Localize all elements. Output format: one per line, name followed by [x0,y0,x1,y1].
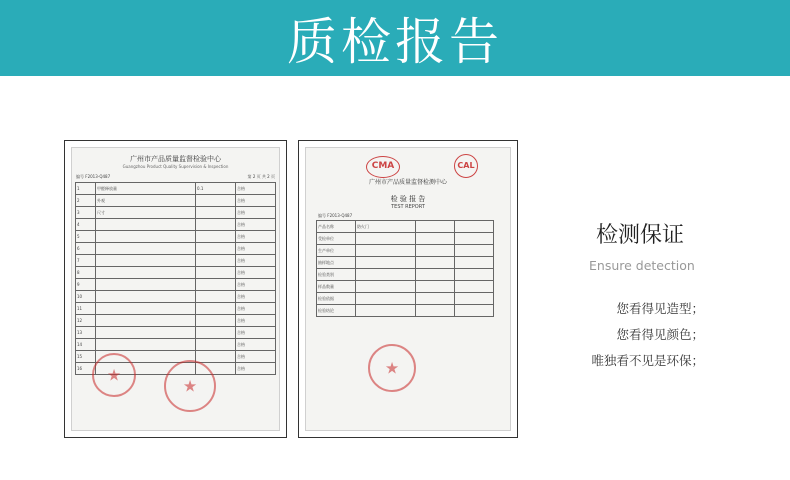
report-org: 广州市产品质量监督检验中心 [130,155,221,163]
table-cell [96,303,196,315]
table-cell: 检验结论 [317,305,356,317]
table-cell [96,243,196,255]
inspection-report-image-2 [298,140,518,438]
header-banner [0,0,790,76]
table-row [76,219,276,231]
section-subtitle: Ensure detection [589,258,695,273]
table-cell [96,279,196,291]
table-cell: 4 [76,219,96,231]
table-cell: 1 [76,183,96,195]
table-cell: 合格 [236,291,276,303]
table-cell: 尺寸 [96,207,196,219]
table-cell [196,339,236,351]
report-paper [71,147,280,431]
table-cell [96,255,196,267]
cma-logo: CMA [366,156,400,178]
table-cell [416,233,455,245]
table-cell: 样品数量 [317,281,356,293]
table-cell: 10 [76,291,96,303]
table-cell: 防火门 [355,221,415,233]
table-row [76,195,276,207]
table-cell [416,245,455,257]
table-cell [355,293,415,305]
table-row [76,231,276,243]
table-cell: 甲醛释放量 [96,183,196,195]
table-cell [455,293,494,305]
table-cell: 14 [76,339,96,351]
table-row [76,339,276,351]
table-row [76,327,276,339]
table-cell [196,327,236,339]
table-cell [455,221,494,233]
table-cell: 合格 [236,255,276,267]
table-cell [355,305,415,317]
report-org-en: Guangzhou Product Quality Supervision & Inspection [122,163,229,169]
table-cell: 合格 [236,351,276,363]
table-cell [196,291,236,303]
table-cell: 外观 [96,195,196,207]
table-cell [196,351,236,363]
table-cell [196,231,236,243]
table-cell: 合格 [236,231,276,243]
cal-logo: CAL [454,154,478,178]
report-number: 编号 F2013-Q487 [76,174,111,180]
table-row [317,233,494,245]
table-cell: 11 [76,303,96,315]
report-org: 广州市产品质量监督检测中心 [368,179,447,186]
table-row [317,221,494,233]
table-row [76,291,276,303]
table-cell: 9 [76,279,96,291]
table-cell [455,233,494,245]
report-number: 编号 F2013-Q487 [318,213,353,218]
report-title-en: TEST REPORT [391,204,425,210]
table-cell: 15 [76,351,96,363]
table-cell [196,315,236,327]
table-cell [196,279,236,291]
table-row [76,243,276,255]
table-cell: 合格 [236,183,276,195]
table-cell: 产品名称 [317,221,356,233]
table-cell [416,257,455,269]
table-cell [455,281,494,293]
table-cell: 8 [76,267,96,279]
table-cell [196,255,236,267]
table-row [76,279,276,291]
table-row [317,269,494,281]
table-cell [455,245,494,257]
table-row [317,293,494,305]
table-cell: 合格 [236,267,276,279]
table-row [317,281,494,293]
table-row [76,267,276,279]
table-cell: 合格 [236,243,276,255]
table-cell: 合格 [236,363,276,375]
red-seal-stamp [368,344,416,392]
table-cell: 合格 [236,303,276,315]
report-paper [305,147,511,431]
table-cell [96,231,196,243]
table-cell [96,327,196,339]
table-row [76,207,276,219]
table-cell [196,303,236,315]
table-cell [96,315,196,327]
table-row [76,315,276,327]
table-cell [196,207,236,219]
table-cell: 13 [76,327,96,339]
table-cell: 抽样地点 [317,257,356,269]
table-cell [196,195,236,207]
slogan-line-3: 唯独看不见是环保； [591,353,704,368]
table-cell: 合格 [236,219,276,231]
table-cell: 6 [76,243,96,255]
table-cell [96,339,196,351]
table-cell: 检验依据 [317,293,356,305]
table-cell [196,243,236,255]
table-cell [355,245,415,257]
slogan-lines [591,296,704,374]
table-cell: 合格 [236,207,276,219]
table-row [317,305,494,317]
table-cell: 3 [76,207,96,219]
table-row [76,255,276,267]
table-cell [96,267,196,279]
table-cell: 7 [76,255,96,267]
red-seal-stamp [92,353,136,397]
table-row [317,245,494,257]
table-cell: 16 [76,363,96,375]
table-row [317,257,494,269]
table-cell [416,281,455,293]
inspection-report-image-1 [64,140,287,438]
table-cell: 5 [76,231,96,243]
table-row [76,303,276,315]
table-cell: 2 [76,195,96,207]
table-row [76,183,276,195]
table-cell [455,269,494,281]
section-title: 检测保证 [596,223,685,248]
report-table [75,182,276,375]
table-cell: 0.1 [196,183,236,195]
table-cell: 合格 [236,339,276,351]
table-cell [416,269,455,281]
report-page: 第 2 页 共 2 页 [247,174,275,180]
table-cell [96,291,196,303]
table-cell [416,221,455,233]
table-cell: 受检单位 [317,233,356,245]
table-cell [416,305,455,317]
report-table [316,220,494,317]
slogan-line-2: 您看得见颜色； [616,327,704,342]
table-cell: 合格 [236,315,276,327]
report-meta [72,174,279,180]
table-cell [455,305,494,317]
table-cell: 检验类别 [317,269,356,281]
table-cell [96,219,196,231]
table-cell [196,267,236,279]
slogan-line-1: 您看得见造型； [616,301,704,316]
table-cell [416,293,455,305]
table-cell: 生产单位 [317,245,356,257]
table-cell: 12 [76,315,96,327]
report-title: 检 验 报 告 [390,195,426,203]
table-cell: 合格 [236,327,276,339]
table-cell: 合格 [236,195,276,207]
banner-title: 质检报告 [287,13,503,71]
table-cell [355,281,415,293]
red-seal-stamp [164,360,216,412]
table-cell [355,269,415,281]
table-cell [196,219,236,231]
table-cell [355,233,415,245]
table-cell: 合格 [236,279,276,291]
table-cell [355,257,415,269]
table-cell [455,257,494,269]
